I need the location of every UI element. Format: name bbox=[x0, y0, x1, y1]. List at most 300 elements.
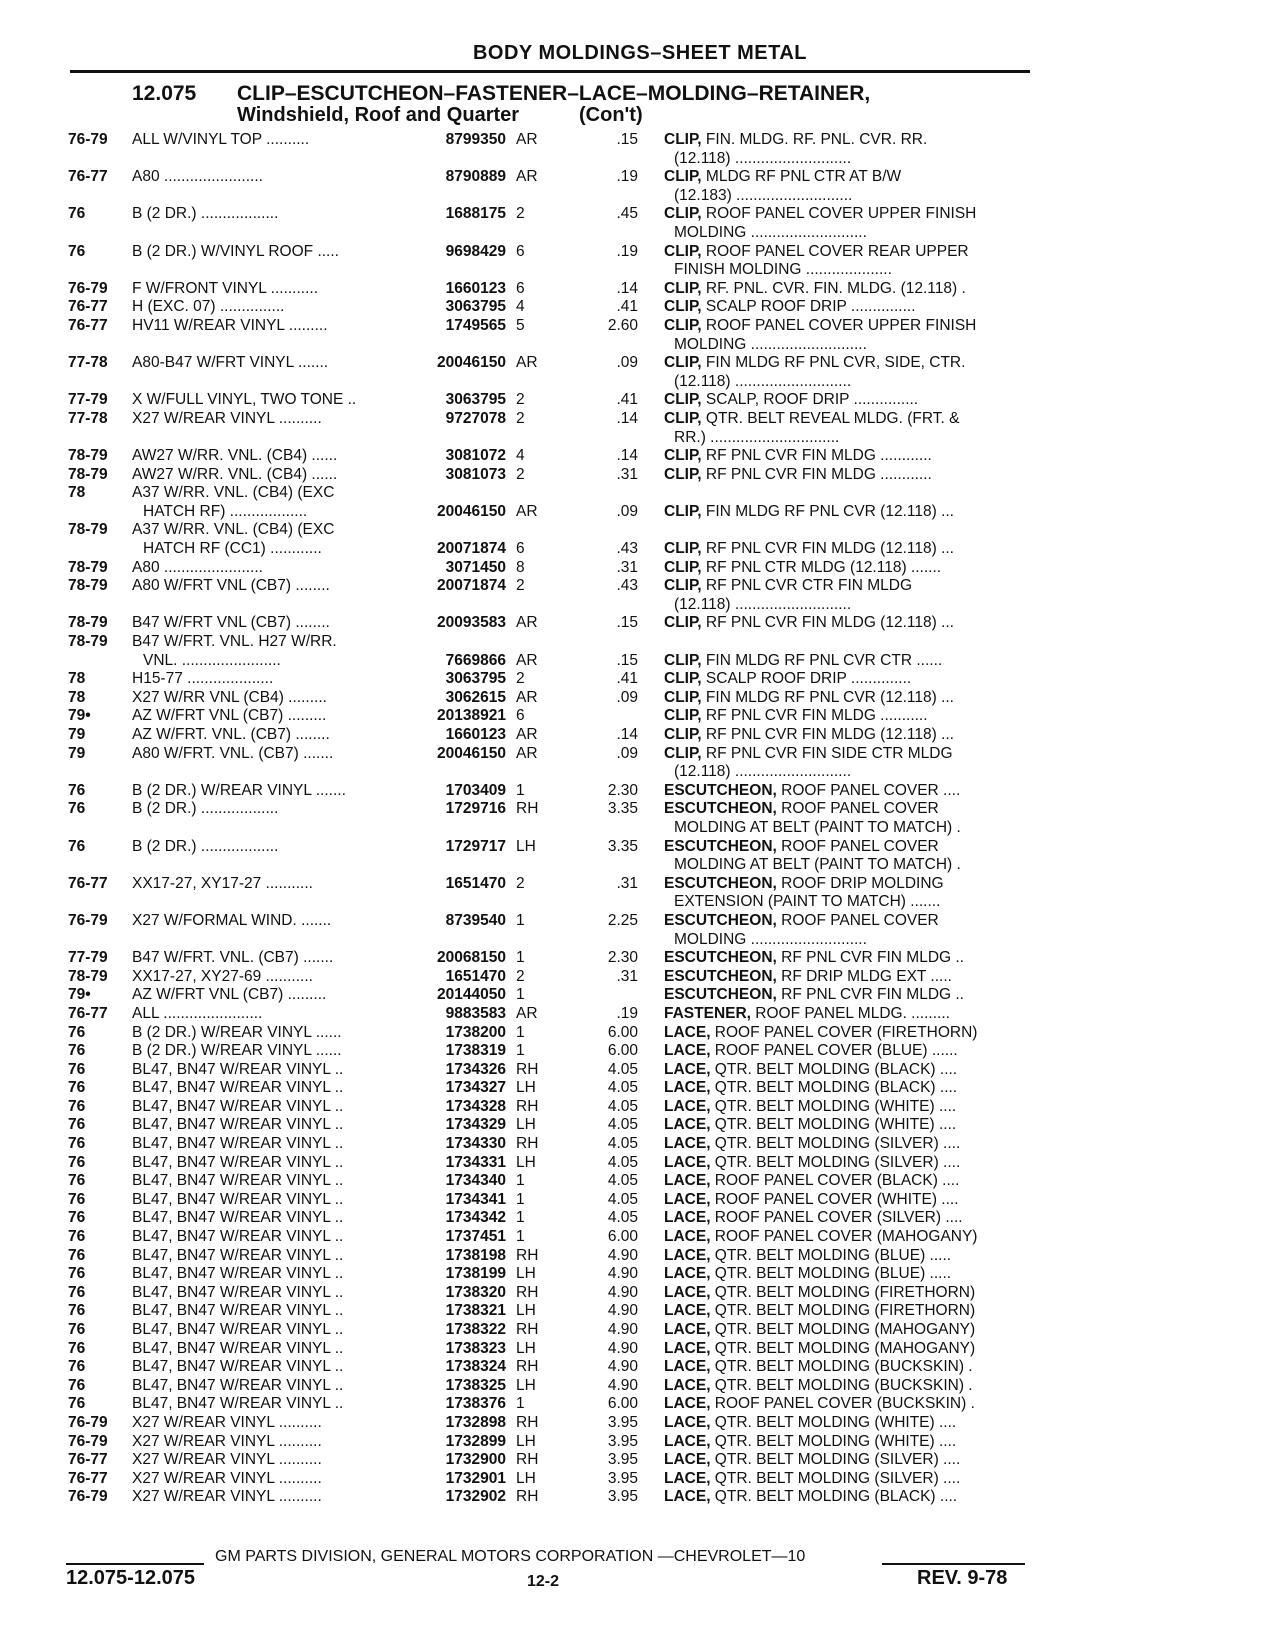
parts-row bbox=[0, 1321, 1280, 1340]
price: 3.35 bbox=[607, 800, 638, 818]
application: BL47, BN47 W/REAR VINYL .. bbox=[132, 1135, 344, 1153]
application: BL47, BN47 W/REAR VINYL .. bbox=[132, 1376, 344, 1394]
model-year: 78-79 bbox=[68, 633, 108, 651]
description bbox=[664, 1488, 1029, 1507]
part-number: 20093583 bbox=[437, 614, 506, 632]
parts-row bbox=[0, 429, 1280, 448]
application: B (2 DR.) W/REAR VINYL ....... bbox=[132, 781, 346, 799]
description-keyword: LACE, bbox=[664, 1042, 711, 1060]
description bbox=[664, 1061, 1029, 1080]
description bbox=[674, 819, 1039, 838]
parts-row bbox=[0, 1228, 1280, 1247]
description bbox=[664, 949, 1029, 968]
description-keyword: LACE, bbox=[664, 1451, 711, 1469]
description-text: FIN MLDG RF PNL CVR (12.118) ... bbox=[701, 688, 954, 706]
part-number: 1734340 bbox=[445, 1172, 506, 1190]
price: .41 bbox=[616, 391, 638, 409]
model-year: 76 bbox=[68, 1209, 86, 1227]
price: .09 bbox=[616, 354, 638, 372]
model-year: 76-79 bbox=[68, 911, 108, 929]
description-text: QTR. BELT MOLDING (WHITE) .... bbox=[710, 1116, 957, 1134]
description-text: RF PNL CVR FIN MLDG ............ bbox=[701, 465, 932, 483]
description-text: FIN. MLDG. RF. PNL. CVR. RR. bbox=[701, 131, 928, 148]
price: 4.90 bbox=[607, 1265, 638, 1283]
price: .31 bbox=[616, 874, 638, 892]
description bbox=[664, 391, 1029, 410]
model-year: 76 bbox=[68, 837, 86, 855]
description bbox=[664, 1451, 1029, 1470]
description bbox=[664, 1154, 1029, 1173]
part-number: 3081073 bbox=[445, 465, 506, 483]
description bbox=[664, 559, 1029, 578]
part-number: 20071874 bbox=[437, 577, 506, 595]
description-text: QTR. BELT MOLDING (FIRETHORN) bbox=[710, 1283, 976, 1301]
footer-rule-right bbox=[882, 1563, 1025, 1565]
description bbox=[664, 131, 1029, 150]
application: A80-B47 W/FRT VINYL ....... bbox=[132, 354, 329, 372]
quantity: AR bbox=[516, 168, 538, 186]
parts-row bbox=[0, 317, 1280, 336]
quantity: 4 bbox=[516, 298, 525, 316]
description-text: MOLDING ........................... bbox=[674, 930, 867, 948]
application: X27 W/FORMAL WIND. ....... bbox=[132, 911, 332, 929]
description-text: QTR. BELT MOLDING (FIRETHORN) bbox=[710, 1302, 976, 1320]
model-year: 76-77 bbox=[68, 1004, 108, 1022]
application: BL47, BN47 W/REAR VINYL .. bbox=[132, 1190, 344, 1208]
description-text: RF PNL CVR FIN MLDG ........... bbox=[701, 707, 928, 725]
price: 4.90 bbox=[607, 1283, 638, 1301]
quantity: 6 bbox=[516, 540, 525, 558]
description-text: QTR. BELT MOLDING (MAHOGANY) bbox=[710, 1339, 976, 1357]
parts-row bbox=[0, 577, 1280, 596]
price: .31 bbox=[616, 967, 638, 985]
part-number: 9698429 bbox=[445, 242, 506, 260]
quantity: 1 bbox=[516, 1209, 525, 1227]
price: 6.00 bbox=[607, 1023, 638, 1041]
parts-row bbox=[0, 354, 1280, 373]
description-keyword: ESCUTCHEON, bbox=[664, 911, 777, 929]
model-year: 76 bbox=[68, 1190, 86, 1208]
parts-row bbox=[0, 503, 1280, 522]
part-number: 8790889 bbox=[445, 168, 506, 186]
price: 4.90 bbox=[607, 1376, 638, 1394]
description-text: QTR. BELT MOLDING (SILVER) .... bbox=[710, 1469, 961, 1487]
description bbox=[664, 1470, 1029, 1489]
price: 2.30 bbox=[607, 949, 638, 967]
section-subtitle: Windshield, Roof and Quarter bbox=[237, 104, 520, 126]
quantity: RH bbox=[516, 1451, 539, 1469]
description bbox=[664, 912, 1029, 931]
quantity: 1 bbox=[516, 1395, 525, 1413]
parts-row bbox=[0, 893, 1280, 912]
part-number: 1738200 bbox=[445, 1023, 506, 1041]
description-text: ROOF DRIP MOLDING bbox=[776, 874, 944, 892]
model-year: 76 bbox=[68, 1339, 86, 1357]
description-keyword: CLIP, bbox=[664, 577, 702, 595]
price: .15 bbox=[616, 651, 638, 669]
price: 4.05 bbox=[607, 1190, 638, 1208]
description bbox=[664, 466, 1029, 485]
description bbox=[674, 373, 1039, 392]
parts-row bbox=[0, 986, 1280, 1005]
parts-row bbox=[0, 447, 1280, 466]
description-keyword: CLIP, bbox=[664, 279, 702, 297]
description-keyword: CLIP, bbox=[664, 540, 702, 558]
quantity: 6 bbox=[516, 707, 525, 725]
price: 3.95 bbox=[607, 1413, 638, 1431]
parts-row bbox=[0, 949, 1280, 968]
application: A80 W/FRT VNL (CB7) ........ bbox=[132, 577, 330, 595]
price: 3.95 bbox=[607, 1488, 638, 1506]
description-text: MLDG RF PNL CTR AT B/W bbox=[701, 168, 902, 186]
description-keyword: CLIP, bbox=[664, 465, 702, 483]
description-keyword: LACE, bbox=[664, 1265, 711, 1283]
description bbox=[664, 986, 1029, 1005]
description bbox=[664, 1395, 1029, 1414]
description-text: SCALP, ROOF DRIP ............... bbox=[701, 391, 919, 409]
application: B (2 DR.) W/REAR VINYL ...... bbox=[132, 1023, 342, 1041]
parts-row bbox=[0, 1005, 1280, 1024]
quantity: 2 bbox=[516, 967, 525, 985]
part-number: 3063795 bbox=[445, 391, 506, 409]
description bbox=[674, 261, 1039, 280]
description bbox=[674, 596, 1039, 615]
description-keyword: LACE, bbox=[664, 1376, 711, 1394]
description bbox=[664, 838, 1029, 857]
description-text: ROOF PANEL COVER (BUCKSKIN) . bbox=[710, 1395, 975, 1413]
part-number: 1732901 bbox=[445, 1469, 506, 1487]
price: .14 bbox=[616, 279, 638, 297]
application: BL47, BN47 W/REAR VINYL .. bbox=[132, 1228, 344, 1246]
application: B47 W/FRT. VNL. H27 W/RR. bbox=[132, 633, 337, 651]
price: .41 bbox=[616, 670, 638, 688]
description-keyword: LACE, bbox=[664, 1358, 711, 1376]
description bbox=[674, 931, 1039, 950]
quantity: 1 bbox=[516, 781, 525, 799]
model-year: 76-79 bbox=[68, 279, 108, 297]
application: VNL. ....................... bbox=[143, 651, 281, 669]
part-number: 1738325 bbox=[445, 1376, 506, 1394]
model-year: 78-79 bbox=[68, 577, 108, 595]
quantity: RH bbox=[516, 1321, 539, 1338]
part-number: 3081072 bbox=[445, 447, 506, 465]
application: BL47, BN47 W/REAR VINYL .. bbox=[132, 1265, 344, 1283]
model-year: 79• bbox=[68, 707, 91, 725]
parts-row bbox=[0, 1079, 1280, 1098]
description-keyword: CLIP, bbox=[664, 707, 702, 725]
description-text: FIN MLDG RF PNL CVR CTR ...... bbox=[701, 651, 943, 669]
application: XX17-27, XY27-69 ........... bbox=[132, 967, 313, 985]
description-keyword: LACE, bbox=[664, 1228, 711, 1246]
parts-row bbox=[0, 875, 1280, 894]
quantity: 2 bbox=[516, 391, 525, 409]
parts-row bbox=[0, 763, 1280, 782]
application: BL47, BN47 W/REAR VINYL .. bbox=[132, 1153, 344, 1171]
description-text: ROOF PANEL COVER .... bbox=[776, 781, 961, 799]
part-number: 20071874 bbox=[437, 540, 506, 558]
part-number: 20046150 bbox=[437, 744, 506, 762]
application: BL47, BN47 W/REAR VINYL .. bbox=[132, 1395, 344, 1413]
price: .14 bbox=[616, 447, 638, 465]
description-keyword: CLIP, bbox=[664, 409, 702, 427]
application: AZ W/FRT VNL (CB7) ......... bbox=[132, 986, 327, 1004]
quantity: 2 bbox=[516, 577, 525, 595]
description bbox=[664, 1247, 1029, 1266]
quantity: AR bbox=[516, 1004, 538, 1022]
quantity: AR bbox=[516, 502, 538, 520]
description bbox=[664, 447, 1029, 466]
part-number: 1738322 bbox=[445, 1321, 506, 1338]
parts-row bbox=[0, 1024, 1280, 1043]
parts-row bbox=[0, 652, 1280, 671]
application: X27 W/RR VNL (CB4) ......... bbox=[132, 688, 327, 706]
part-number: 20138921 bbox=[437, 707, 506, 725]
model-year: 78 bbox=[68, 484, 86, 502]
model-year: 76 bbox=[68, 1079, 86, 1097]
model-year: 76-79 bbox=[68, 131, 108, 148]
quantity: RH bbox=[516, 1135, 539, 1153]
parts-row bbox=[0, 726, 1280, 745]
description-text: ROOF PANEL COVER bbox=[776, 911, 939, 929]
description bbox=[664, 280, 1029, 299]
application: B (2 DR.) .................. bbox=[132, 205, 279, 223]
quantity: 1 bbox=[516, 949, 525, 967]
description-keyword: ESCUTCHEON, bbox=[664, 874, 777, 892]
quantity: 5 bbox=[516, 316, 525, 334]
quantity: RH bbox=[516, 1488, 539, 1506]
description-text: RF PNL CVR FIN MLDG (12.118) ... bbox=[701, 726, 954, 743]
description bbox=[664, 707, 1029, 726]
part-number: 1738319 bbox=[445, 1042, 506, 1060]
application: X27 W/REAR VINYL .......... bbox=[132, 409, 322, 427]
part-number: 1734328 bbox=[445, 1097, 506, 1115]
model-year: 76 bbox=[68, 1321, 86, 1338]
description bbox=[664, 1079, 1029, 1098]
part-number: 1734330 bbox=[445, 1135, 506, 1153]
part-number: 8799350 bbox=[445, 131, 506, 148]
model-year: 76-79 bbox=[68, 1413, 108, 1431]
footer-text: GM PARTS DIVISION, GENERAL MOTORS CORPORATION —CHEVROLET—10 bbox=[215, 1548, 806, 1565]
description-text: QTR. BELT REVEAL MLDG. (FRT. & bbox=[701, 409, 960, 427]
model-year: 78 bbox=[68, 688, 86, 706]
part-number: 1738376 bbox=[445, 1395, 506, 1413]
description bbox=[664, 243, 1029, 262]
description-text: RF PNL CVR FIN MLDG .. bbox=[776, 949, 964, 967]
application: A37 W/RR. VNL. (CB4) (EXC bbox=[132, 521, 335, 539]
price: 4.05 bbox=[607, 1153, 638, 1171]
quantity: 1 bbox=[516, 986, 525, 1004]
description-keyword: LACE, bbox=[664, 1488, 711, 1506]
price: 2.60 bbox=[607, 316, 638, 334]
model-year: 76 bbox=[68, 1283, 86, 1301]
price: .09 bbox=[616, 744, 638, 762]
model-year: 76 bbox=[68, 1302, 86, 1320]
description-keyword: LACE, bbox=[664, 1321, 711, 1338]
description-text: QTR. BELT MOLDING (BLUE) ..... bbox=[710, 1246, 952, 1264]
parts-row bbox=[0, 224, 1280, 243]
description-text: QTR. BELT MOLDING (SILVER) .... bbox=[710, 1135, 961, 1153]
description-keyword: LACE, bbox=[664, 1339, 711, 1357]
price: .19 bbox=[616, 168, 638, 186]
part-number: 1738320 bbox=[445, 1283, 506, 1301]
parts-row bbox=[0, 484, 1280, 503]
quantity: 1 bbox=[516, 1172, 525, 1190]
parts-row bbox=[0, 800, 1280, 819]
model-year: 76 bbox=[68, 1097, 86, 1115]
part-number: 1734327 bbox=[445, 1079, 506, 1097]
part-number: 3063795 bbox=[445, 670, 506, 688]
application: X27 W/REAR VINYL .......... bbox=[132, 1451, 322, 1469]
description-text: ROOF PANEL COVER (FIRETHORN) bbox=[710, 1023, 978, 1041]
part-number: 1738323 bbox=[445, 1339, 506, 1357]
description-keyword: CLIP, bbox=[664, 205, 702, 223]
description-keyword: CLIP, bbox=[664, 168, 702, 186]
quantity: AR bbox=[516, 688, 538, 706]
application: HV11 W/REAR VINYL ......... bbox=[132, 316, 328, 334]
description-keyword: ESCUTCHEON, bbox=[664, 949, 777, 967]
parts-row bbox=[0, 838, 1280, 857]
parts-row bbox=[0, 1154, 1280, 1173]
application: ALL ....................... bbox=[132, 1004, 263, 1022]
parts-row bbox=[0, 856, 1280, 875]
description bbox=[664, 205, 1029, 224]
description-text: RF PNL CVR FIN MLDG ............ bbox=[701, 447, 932, 465]
description bbox=[674, 763, 1039, 782]
quantity: RH bbox=[516, 1060, 539, 1078]
description bbox=[664, 1358, 1029, 1377]
model-year: 76 bbox=[68, 1228, 86, 1246]
parts-row bbox=[0, 1247, 1280, 1266]
description-text: ROOF PANEL COVER (MAHOGANY) bbox=[710, 1228, 978, 1246]
quantity: RH bbox=[516, 800, 539, 818]
description-text: FIN MLDG RF PNL CVR (12.118) ... bbox=[701, 502, 954, 520]
model-year: 76-77 bbox=[68, 168, 108, 186]
description-text: ROOF PANEL COVER bbox=[776, 837, 939, 855]
description bbox=[664, 577, 1029, 596]
description bbox=[664, 1024, 1029, 1043]
part-number: 1660123 bbox=[445, 726, 506, 743]
application: B47 W/FRT. VNL. (CB7) ....... bbox=[132, 949, 334, 967]
model-year: 76 bbox=[68, 1172, 86, 1190]
model-year: 76 bbox=[68, 781, 86, 799]
part-number: 1732900 bbox=[445, 1451, 506, 1469]
description bbox=[664, 503, 1029, 522]
description bbox=[664, 782, 1029, 801]
application: BL47, BN47 W/REAR VINYL .. bbox=[132, 1321, 344, 1338]
price: .14 bbox=[616, 726, 638, 743]
description-keyword: CLIP, bbox=[664, 502, 702, 520]
application: BL47, BN47 W/REAR VINYL .. bbox=[132, 1246, 344, 1264]
footer-rule-left bbox=[66, 1563, 204, 1565]
price: 4.05 bbox=[607, 1209, 638, 1227]
price: .31 bbox=[616, 465, 638, 483]
parts-row bbox=[0, 1340, 1280, 1359]
description bbox=[664, 1321, 1029, 1340]
description-text: ROOF PANEL COVER (SILVER) .... bbox=[710, 1209, 963, 1227]
quantity: 1 bbox=[516, 1042, 525, 1060]
application: B (2 DR.) W/VINYL ROOF ..... bbox=[132, 242, 339, 260]
parts-row bbox=[0, 1209, 1280, 1228]
description bbox=[674, 336, 1039, 355]
parts-row bbox=[0, 205, 1280, 224]
description-text: RF PNL CTR MLDG (12.118) ....... bbox=[701, 558, 942, 576]
quantity: AR bbox=[516, 744, 538, 762]
application: BL47, BN47 W/REAR VINYL .. bbox=[132, 1097, 344, 1115]
description bbox=[664, 1284, 1029, 1303]
model-year: 78-79 bbox=[68, 447, 108, 465]
parts-row bbox=[0, 912, 1280, 931]
quantity: 1 bbox=[516, 1190, 525, 1208]
description-text: RF PNL CVR FIN MLDG (12.118) ... bbox=[701, 614, 954, 632]
part-number: 3071450 bbox=[445, 558, 506, 576]
quantity: 1 bbox=[516, 911, 525, 929]
description bbox=[664, 1228, 1029, 1247]
price: .19 bbox=[616, 242, 638, 260]
description bbox=[664, 689, 1029, 708]
part-number: 1734329 bbox=[445, 1116, 506, 1134]
price: 4.90 bbox=[607, 1246, 638, 1264]
description bbox=[664, 800, 1029, 819]
description-text: (12.118) ........................... bbox=[674, 763, 852, 781]
quantity: LH bbox=[516, 1116, 536, 1134]
model-year: 78-79 bbox=[68, 967, 108, 985]
application: XX17-27, XY17-27 ........... bbox=[132, 874, 313, 892]
quantity: 1 bbox=[516, 1228, 525, 1246]
description bbox=[674, 429, 1039, 448]
part-number: 1651470 bbox=[445, 967, 506, 985]
part-number: 1703409 bbox=[445, 781, 506, 799]
model-year: 76-77 bbox=[68, 316, 108, 334]
part-number: 1651470 bbox=[445, 874, 506, 892]
description-keyword: CLIP, bbox=[664, 242, 702, 260]
parts-row bbox=[0, 1451, 1280, 1470]
description-keyword: ESCUTCHEON, bbox=[664, 781, 777, 799]
quantity: LH bbox=[516, 1469, 536, 1487]
parts-row bbox=[0, 1098, 1280, 1117]
description bbox=[664, 1135, 1029, 1154]
part-number: 1732899 bbox=[445, 1432, 506, 1450]
description-keyword: LACE, bbox=[664, 1302, 711, 1320]
part-number: 9727078 bbox=[445, 409, 506, 427]
description bbox=[664, 1302, 1029, 1321]
parts-row bbox=[0, 131, 1280, 150]
quantity: 6 bbox=[516, 242, 525, 260]
part-number: 7669866 bbox=[445, 651, 506, 669]
price: .14 bbox=[616, 409, 638, 427]
model-year: 76 bbox=[68, 1246, 86, 1264]
application: A80 ....................... bbox=[132, 168, 263, 186]
part-number: 20046150 bbox=[437, 502, 506, 520]
price: .43 bbox=[616, 540, 638, 558]
description bbox=[664, 1042, 1029, 1061]
price: .31 bbox=[616, 558, 638, 576]
application: BL47, BN47 W/REAR VINYL .. bbox=[132, 1060, 344, 1078]
description-keyword: CLIP, bbox=[664, 651, 702, 669]
description-text: QTR. BELT MOLDING (BLACK) .... bbox=[710, 1079, 958, 1097]
quantity: AR bbox=[516, 131, 538, 148]
description-keyword: CLIP, bbox=[664, 354, 702, 372]
model-year: 76 bbox=[68, 1265, 86, 1283]
parts-row bbox=[0, 931, 1280, 950]
description-keyword: ESCUTCHEON, bbox=[664, 800, 777, 818]
parts-row bbox=[0, 261, 1280, 280]
description-text: MOLDING ........................... bbox=[674, 335, 867, 353]
section-continued: (Con't) bbox=[579, 104, 643, 126]
part-number: 1688175 bbox=[445, 205, 506, 223]
price: 3.35 bbox=[607, 837, 638, 855]
application: AW27 W/RR. VNL. (CB4) ...... bbox=[132, 447, 338, 465]
description-text: (12.183) ........................... bbox=[674, 186, 853, 204]
